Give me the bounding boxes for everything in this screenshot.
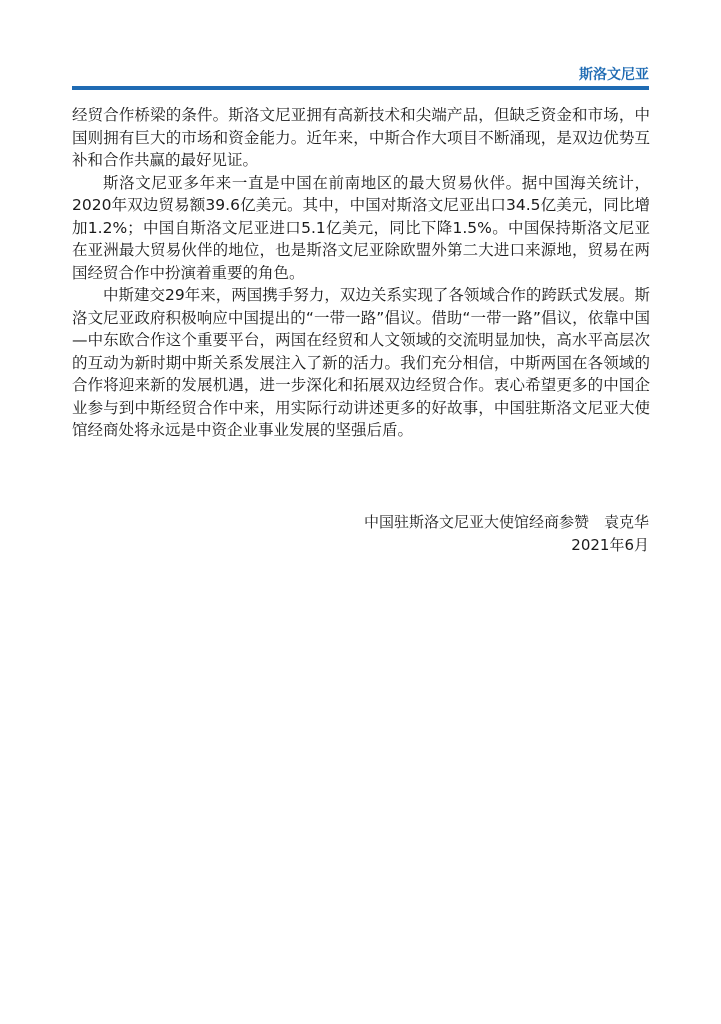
section-title: 斯洛文尼亚: [579, 67, 649, 83]
signature-block: [364, 511, 649, 557]
article-body: [72, 104, 650, 442]
signature-date: 2021年6月: [571, 536, 649, 554]
signature-author: 中国驻斯洛文尼亚大使馆经商参赞 袁克华: [363, 513, 649, 531]
paragraph-3: 中斯建交29年来，两国携手努力，双边关系实现了各领域合作的跨跃式发展。斯洛文尼亚政府积极响应中国提出的“一带一路”倡议。借助“一带一路”倡议，依靠中国—中东欧合作这个重要平台，两国在经贸和人文领域的交流明显加快，高水平高层次的互动为新时期中斯关系发展注入了新的活力。我们充分相信，中斯两国在各领域的合作将迎来新的发展机遇，进一步深化和拓展双边经贸合作。衷心希望更多的中国企业参与到中斯经贸合作中来，用实际行动讲述更多的好故事，中国驻斯洛文尼亚大使馆经商处将永远是中资企业事业发展的坚强后盾。: [72, 286, 650, 439]
paragraph-2: 斯洛文尼亚多年来一直是中国在前南地区的最大贸易伙伴。据中国海关统计，2020年双边贸易额39.6亿美元。其中，中国对斯洛文尼亚出口34.5亿美元，同比增加1.2%；中国自斯洛文尼亚进口5.1亿美元，同比下降1.5%。中国保持斯洛文尼亚在亚洲最大贸易伙伴的地位，也是斯洛文尼亚除欧盟外第二大进口来源地，贸易在两国经贸合作中扮演着重要的角色。: [72, 173, 650, 282]
paragraph-1: 经贸合作桥梁的条件。斯洛文尼亚拥有高新技术和尖端产品，但缺乏资金和市场，中国则拥有巨大的市场和资金能力。近年来，中斯合作大项目不断涌现，是双边优势互补和合作共赢的最好见证。: [72, 106, 650, 169]
header-divider: [72, 86, 649, 90]
